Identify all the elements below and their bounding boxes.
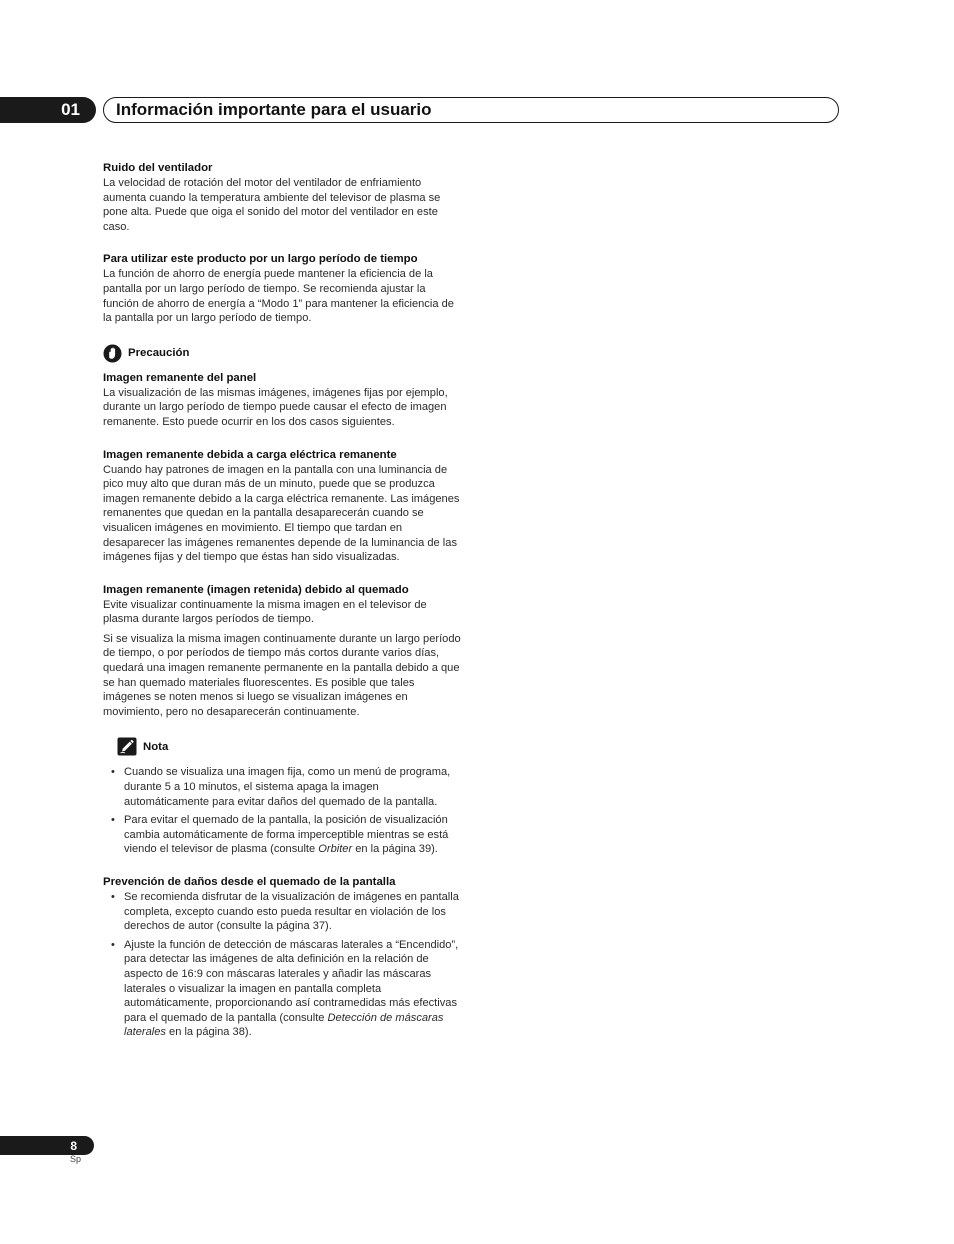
section-burn-in (103, 583, 463, 720)
chapter-number-tab (0, 97, 96, 123)
chapter-number: 01 (61, 100, 80, 119)
section-heading: Para utilizar este producto por un largo período de tiempo (103, 253, 418, 266)
chapter-title: Información importante para el usuario (116, 100, 432, 119)
note-pencil-icon (117, 737, 137, 756)
section-heading: Imagen remanente debida a carga eléctrica remanente (103, 448, 397, 461)
section-prevention (103, 875, 463, 1040)
page-number: 8 (70, 1138, 77, 1153)
cross-reference: Orbiter (318, 843, 353, 856)
list-item-text: en la página 39). (352, 843, 438, 856)
caution-label: Precaución (128, 346, 190, 359)
section-long-period (103, 252, 463, 325)
list-item-text: Para evitar el quemado de la pantalla, la posición de visualización cambia automáticamente de forma imperceptible mientras se está viendo el televisor de plasma (consulte (124, 814, 449, 856)
list-item (103, 813, 463, 857)
section-body: La función de ahorro de energía puede mantener la eficiencia de la pantalla por un largo período de tiempo. Se recomienda ajustar la función de ahorro de energía a “Modo 1” para mantener la eficiencia de la pantalla por un largo período de tiempo. (103, 268, 454, 325)
section-heading: Ruido del ventilador (103, 162, 213, 174)
section-fan-noise (103, 161, 463, 234)
page-number-tab (0, 1136, 94, 1155)
section-body: Cuando hay patrones de imagen en la pantalla con una luminancia de pico muy alto que duran más de un minuto, puede que se produzca imagen remanente debido a la carga eléctrica remanente. Las imágenes remanentes que quedan en la pantalla desaparecerán cuando se visualicen imágenes en movimiento. El tiempo que tardan en desaparecer las imágenes remanentes depende de la luminancia de las imágenes fijas y del tiempo que éstas han sido visualizadas. (103, 463, 460, 564)
section-body: Evite visualizar continuamente la misma imagen en el televisor de plasma durante largos períodos de tiempo. (103, 598, 427, 626)
list-item-text: Se recomienda disfrutar de la visualización de imágenes en pantalla completa, excepto cuando esto pueda resultar en violación de los derechos de autor (consulte la página 37). (124, 891, 459, 933)
list-item (103, 765, 463, 809)
section-panel-afterimage (103, 371, 463, 430)
list-item (103, 938, 463, 1040)
list-item (103, 890, 463, 934)
section-heading: Imagen remanente (imagen retenida) debido al quemado (103, 583, 409, 596)
prevention-list (103, 890, 463, 1040)
note-label: Nota (143, 740, 169, 753)
section-electric-charge (103, 448, 463, 565)
list-item-text: Cuando se visualiza una imagen fija, como un menú de programa, durante 5 a 10 minutos, el sistema apaga la imagen automáticamente para evitar daños del quemado de la pantalla. (124, 766, 451, 808)
section-heading: Imagen remanente del panel (103, 371, 257, 384)
section-body: La velocidad de rotación del motor del ventilador de enfriamiento aumenta cuando la temperatura ambiente del televisor de plasma se pone alta. Puede que oiga el sonido del motor del ventilador en este caso. (103, 177, 441, 233)
note-callout (103, 737, 463, 756)
cross-reference: Detección de máscaras laterales (124, 1011, 444, 1039)
caution-callout (103, 344, 463, 363)
list-item-text: en la página 38). (165, 1026, 252, 1039)
section-body: La visualización de las mismas imágenes, imágenes fijas por ejemplo, durante un largo período de tiempo puede causar el efecto de imagen remanente. Esto puede ocurrir en los dos casos siguientes. (103, 386, 448, 428)
list-item-text: Ajuste la función de detección de máscaras laterales a “Encendido”, para detectar las imágenes de alta definición en la relación de aspecto de 16:9 con máscaras laterales y añadir las máscaras laterales o visualizar la imagen en pantalla completa automáticamente, proporcionando así contramedidas más efectivas para el quemado de la pantalla (consulte (124, 938, 459, 1024)
note-list (103, 765, 463, 857)
section-body: Si se visualiza la misma imagen continuamente durante un largo período de tiempo, o por períodos de tiempo más cortos durante varios días, quedará una imagen remanente permanente en la pantalla debido a que se han quemado materiales fluorescentes. Es posible que tales imágenes se noten menos si luego se visualizan imágenes en movimiento, pero no desaparecerán continuamente. (103, 632, 461, 718)
language-code: Sp (70, 1154, 82, 1164)
caution-hand-icon (103, 344, 122, 363)
main-column (103, 161, 463, 1044)
section-heading: Prevención de daños desde el quemado de la pantalla (103, 876, 396, 888)
chapter-title-bar (103, 97, 839, 123)
